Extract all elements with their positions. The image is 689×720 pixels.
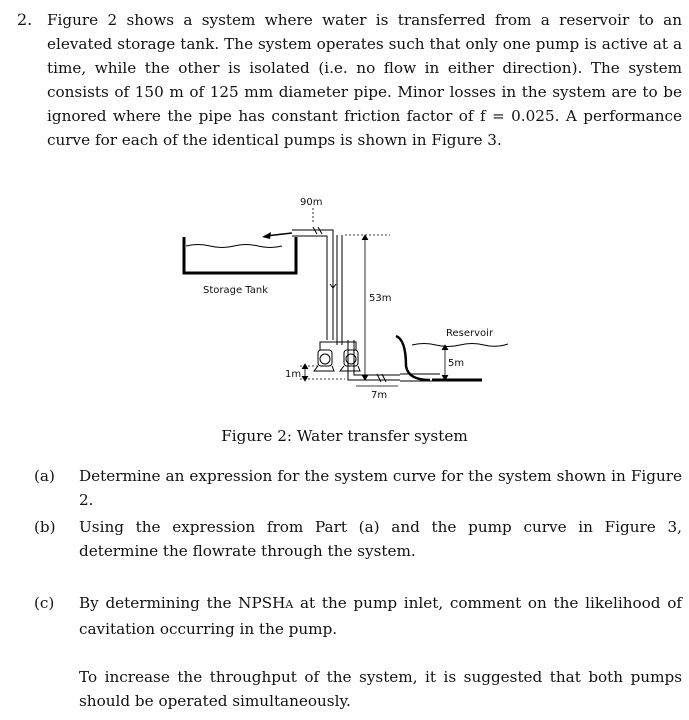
question-number: 2. (17, 10, 33, 29)
reservoir-label: Reservoir (446, 328, 494, 339)
npsh-subscript: A (285, 598, 294, 611)
pump-right-icon (340, 350, 360, 371)
part-c-text-start: By determining the NPSH (79, 594, 286, 612)
storage-tank-label: Storage Tank (203, 285, 269, 296)
question-intro: Figure 2 shows a system where water is transferred from a reservoir to an elevated storage tank. The system operates such that only one pump is active at a time, while the other is isolated (i.e. no flow in either direction). The system consists of 150 m of 125 mm diameter pipe. Minor losses in the system are to be ignored where the pipe has constant friction factor of f = 0.025. A performance curve for each of the identical pumps is shown in Figure 3. (47, 11, 682, 149)
dimension-5m: 5m (448, 358, 465, 369)
figure-caption: Figure 2: Water transfer system (221, 427, 468, 445)
dimension-53m: 53m (369, 293, 392, 304)
dimension-1m: 1m (285, 369, 302, 380)
figure-water-transfer-system (0, 190, 689, 415)
part-c-label: (c) (34, 594, 55, 612)
part-a-text: Determine an expression for the system curve for the system shown in Figure 2. (79, 467, 682, 509)
tank-inlet-arrow-icon (262, 232, 292, 239)
storage-tank (184, 237, 296, 273)
part-b-label: (b) (34, 518, 56, 536)
dimension-7m: 7m (371, 390, 388, 401)
part-b-text: Using the expression from Part (a) and the pump curve in Figure 3, determine the flowrate through the system. (79, 518, 682, 560)
dimension-90m: 90m (300, 197, 323, 208)
closing-text: To increase the throughput of the system, it is suggested that both pumps should be operated simultaneously. (79, 668, 682, 710)
system-diagram (0, 190, 689, 415)
part-c-text-end: at the pump inlet, comment on the likelihood of cavitation occurring in the pump. (79, 594, 682, 638)
part-c-text (79, 591, 682, 641)
pump-left-icon (314, 350, 334, 371)
part-a-label: (a) (34, 467, 55, 485)
